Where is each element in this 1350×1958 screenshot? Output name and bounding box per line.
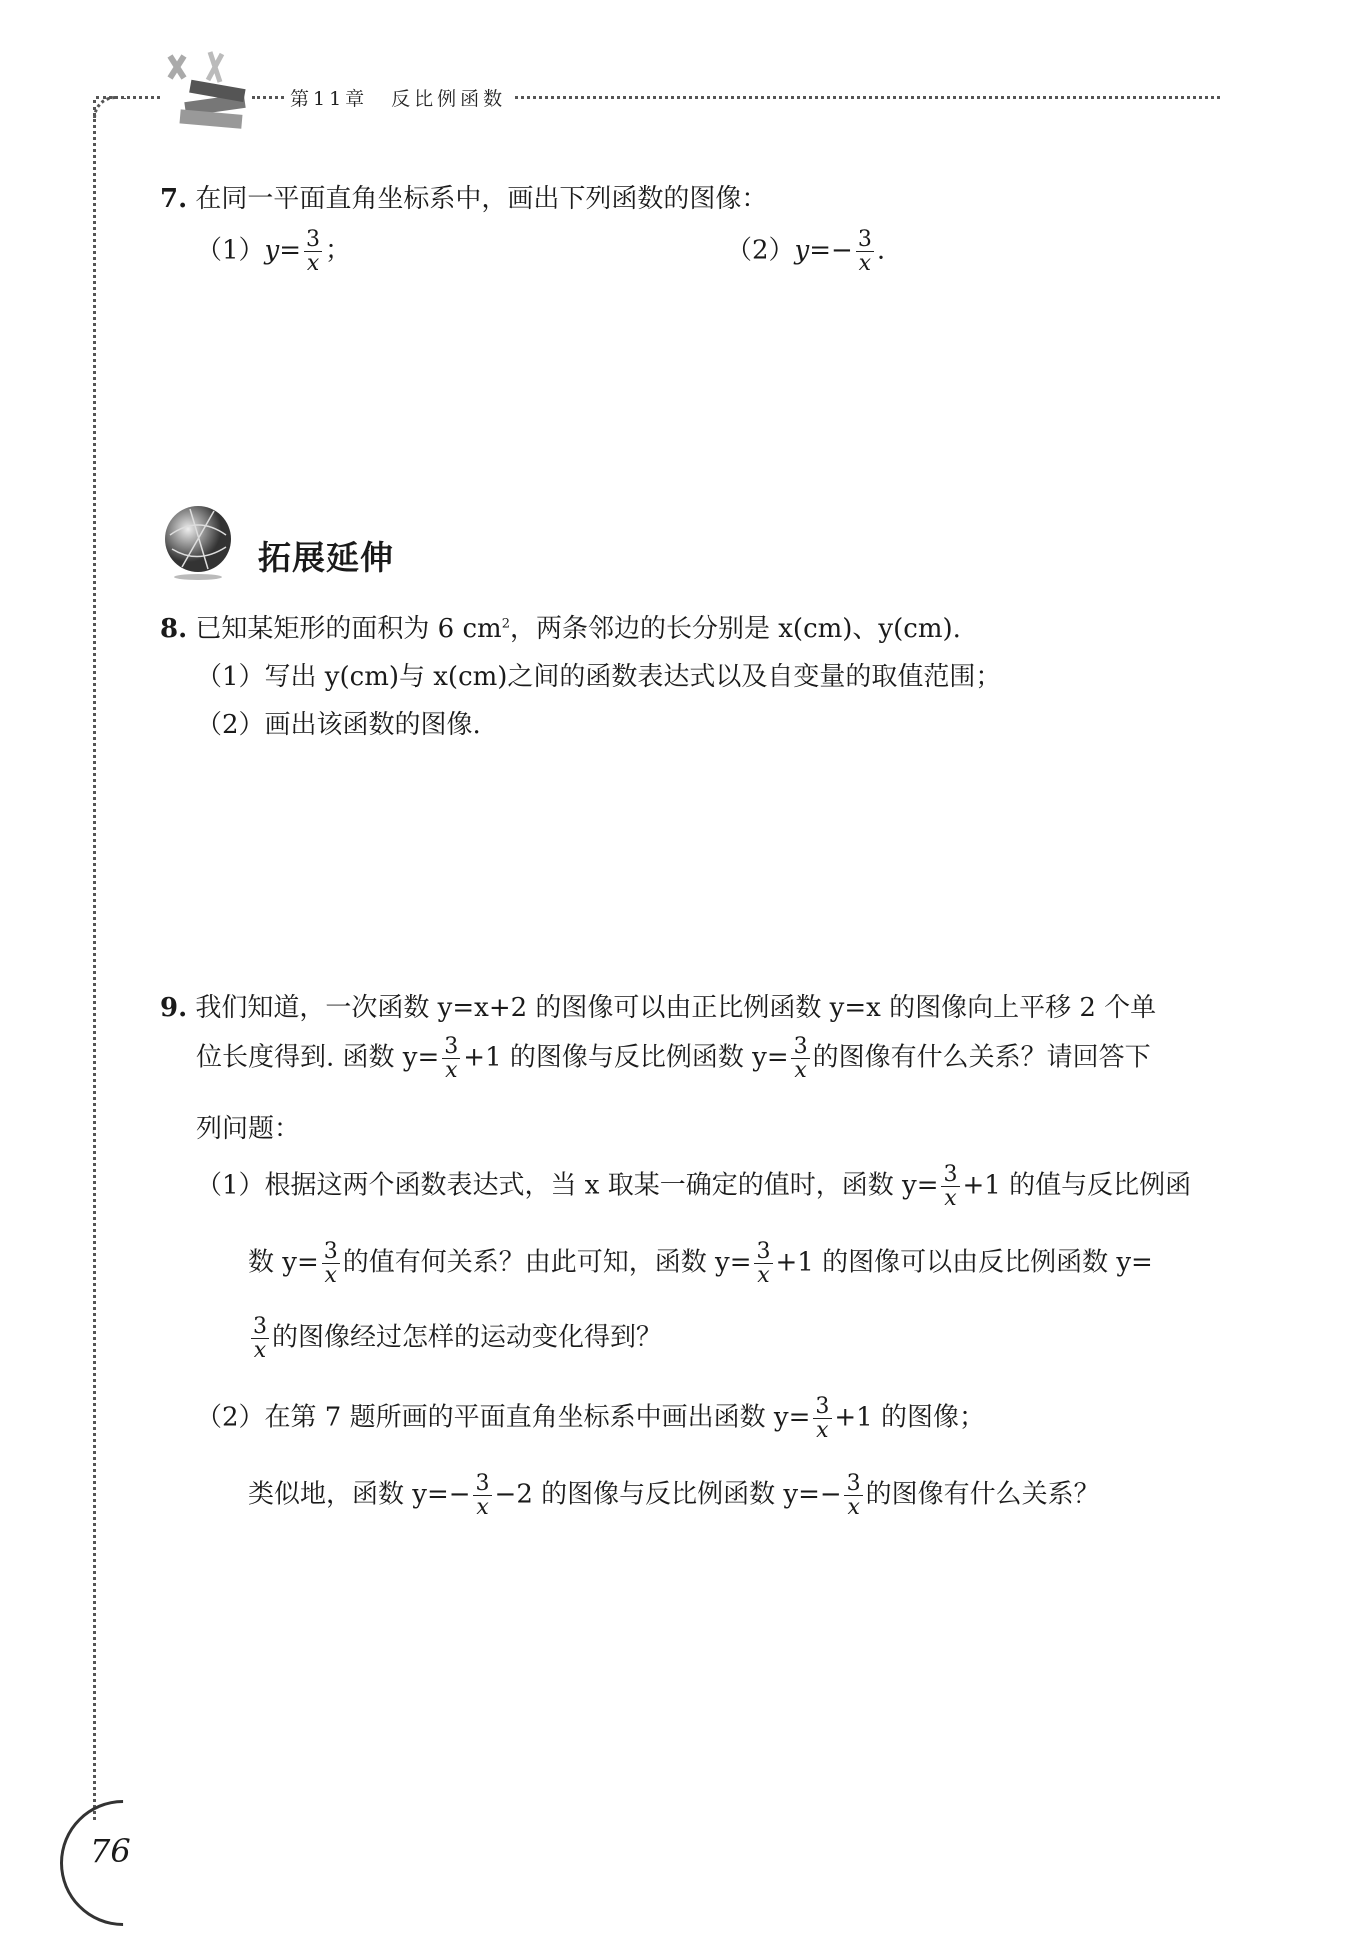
fraction-numerator: 3 (857, 227, 872, 252)
text: 类似地，函数 y=− (248, 1479, 471, 1510)
question-number: 8. (160, 614, 188, 644)
question-8 (160, 608, 961, 645)
fraction-denominator: x (941, 1186, 959, 1210)
fraction (791, 1035, 811, 1082)
question-8-part-1: （1）写出 y(cm)与 x(cm)之间的函数表达式以及自变量的取值范围； (196, 662, 1002, 692)
fraction (844, 1472, 864, 1519)
punctuation: . (876, 235, 886, 266)
question-9-part-2-line-2 (248, 1472, 1100, 1519)
text: 的图像有什么关系？ (865, 1479, 1100, 1510)
fraction-denominator: x (754, 1263, 772, 1287)
text: +1 的值与反比例函 (962, 1170, 1192, 1201)
text: +1 的图像可以由反比例函数 y= (775, 1247, 1153, 1278)
fraction-numerator: 3 (253, 1314, 267, 1339)
fraction-denominator: x (813, 1418, 831, 1442)
question-text-cont: ，两条邻边的长分别是 x(cm)、y(cm). (510, 614, 961, 644)
text: 的图像有什么关系？请回答下 (812, 1042, 1151, 1073)
header-border-curve (93, 96, 126, 119)
part-label: （1） (196, 235, 265, 266)
text: 的图像经过怎样的运动变化得到？ (272, 1322, 663, 1353)
text: 数 y= (248, 1247, 319, 1278)
fraction (812, 1395, 832, 1442)
header-dots-short (252, 96, 284, 99)
fraction (940, 1163, 960, 1210)
question-9-line-2 (196, 1035, 1151, 1082)
fraction-denominator: x (304, 251, 322, 275)
question-text: 在同一平面直角坐标系中，画出下列函数的图像： (195, 184, 768, 214)
question-number: 9. (160, 993, 188, 1023)
question-number: 7. (160, 184, 188, 214)
question-text: 已知某矩形的面积为 6 cm (195, 614, 502, 644)
question-9-part-2-line-1 (196, 1395, 985, 1442)
text: +1 的图像； (834, 1402, 985, 1433)
question-7-part-1 (196, 228, 351, 275)
fraction-numerator: 3 (846, 1471, 861, 1496)
fraction (754, 1240, 774, 1287)
fraction-numerator: 3 (306, 227, 321, 252)
equation-lhs: y= (264, 235, 302, 266)
fraction-numerator: 3 (323, 1239, 338, 1264)
question-9-part-1-line-3 (248, 1315, 662, 1362)
fraction (321, 1240, 341, 1287)
equation-lhs: y=− (794, 235, 853, 266)
question-9-part-1-line-2 (248, 1240, 1153, 1287)
question-8-part-2: （2）画出该函数的图像. (196, 710, 481, 740)
fraction-numerator: 3 (793, 1034, 808, 1059)
fraction-denominator: x (856, 251, 874, 275)
text: （2）在第 7 题所画的平面直角坐标系中画出函数 y= (196, 1402, 811, 1433)
fraction-denominator: x (322, 1263, 340, 1287)
question-9-line-1 (160, 987, 1156, 1024)
superscript: 2 (501, 616, 510, 632)
fraction-numerator: 3 (756, 1239, 771, 1264)
part-label: （2） (726, 235, 795, 266)
fraction (855, 228, 875, 275)
fraction-denominator: x (844, 1495, 862, 1519)
question-text: 我们知道，一次函数 y=x+2 的图像可以由正比例函数 y=x 的图像向上平移 2 个单 (195, 993, 1157, 1023)
section-title: 拓展延伸 (258, 538, 394, 577)
fraction-denominator: x (442, 1058, 460, 1082)
page-margin-dotted-rule (93, 100, 96, 1820)
fraction (303, 228, 323, 275)
page-number: 76 (90, 1832, 131, 1870)
text: 的值有何关系？由此可知，函数 y= (342, 1247, 752, 1278)
text: +1 的图像与反比例函数 y= (463, 1042, 789, 1073)
books-icon (150, 48, 260, 138)
fraction-denominator: x (791, 1058, 809, 1082)
fraction-numerator: 3 (475, 1471, 490, 1496)
text: −2 的图像与反比例函数 y=− (494, 1479, 842, 1510)
fraction-denominator: x (473, 1495, 491, 1519)
punctuation: ； (325, 235, 352, 266)
question-9-part-1-line-1 (196, 1163, 1191, 1210)
chapter-header: 第11章 反比例函数 (290, 88, 507, 110)
header-dotted-rule-right (515, 96, 1220, 99)
fraction-numerator: 3 (444, 1034, 459, 1059)
fraction-denominator: x (251, 1338, 269, 1362)
fraction (250, 1315, 270, 1362)
question-7 (160, 178, 767, 215)
text: 位长度得到. 函数 y= (196, 1042, 440, 1073)
text: （1）根据这两个函数表达式，当 x 取某一确定的值时，函数 y= (196, 1170, 939, 1201)
question-9-line-3: 列问题： (196, 1114, 301, 1144)
fraction (473, 1472, 493, 1519)
fraction-numerator: 3 (815, 1394, 830, 1419)
question-7-part-2 (726, 228, 885, 275)
globe-icon (160, 505, 236, 581)
fraction (441, 1035, 461, 1082)
fraction-numerator: 3 (943, 1162, 958, 1187)
